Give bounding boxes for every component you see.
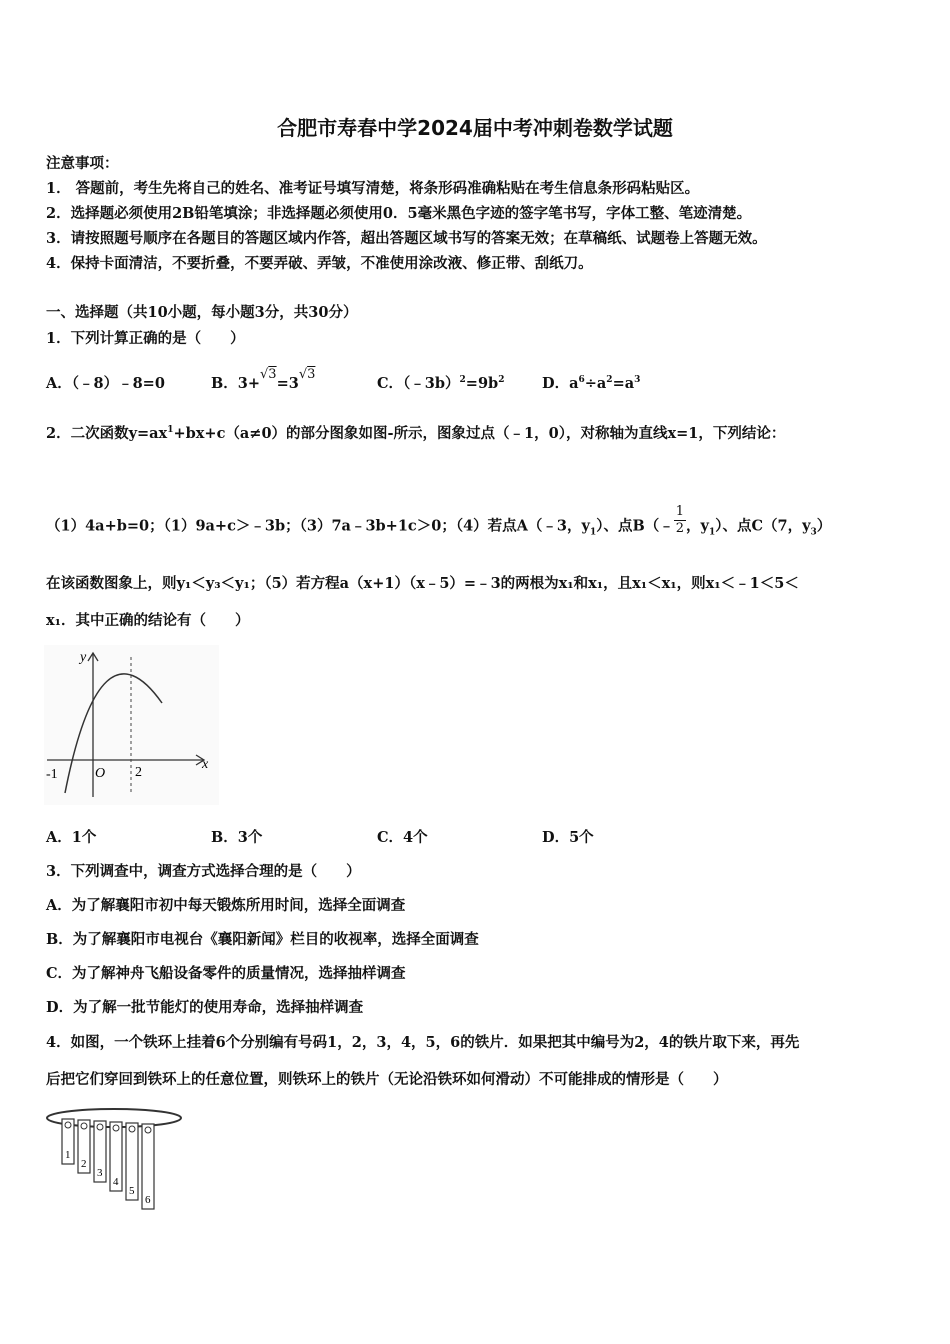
fraction-numerator: 1 [675, 504, 685, 519]
q1-d-exp3: 3 [634, 375, 641, 386]
tick-label-two: 2 [135, 765, 142, 780]
question-4-line2: 后把它们穿回到铁环上的任意位置，则铁环上的铁片（无论沿铁环如何滑动）不可能排成的情形是（ ） [46, 1071, 728, 1088]
q2-line2-e: ） [816, 517, 832, 535]
tag-number: 6 [145, 1194, 151, 1206]
question-3-stem: 3．下列调查中，调查方式选择合理的是（ ） [46, 863, 361, 880]
x-axis-label: x [202, 757, 209, 772]
y-axis-label: y [80, 650, 87, 665]
tag-number: 3 [97, 1167, 103, 1179]
q1-option-a: A．（﹣8）﹣8=0 [46, 375, 165, 392]
q2-line2-a: （1）4a+b=0；（1）9a+c＞﹣3b；（3）7a﹣3b+1c＞0；（4）若点A（﹣3，y [46, 517, 590, 535]
q1-d-exp1: 6 [578, 375, 585, 386]
sqrt3-symbol: √3 [260, 367, 277, 382]
q2-line1-exp: 1 [167, 425, 174, 436]
tag-number: 4 [113, 1176, 119, 1188]
q2-line4: x₁．其中正确的结论有（ ） [46, 612, 250, 629]
q1-b-prefix: B．3+ [211, 375, 260, 392]
q1-option-c [377, 372, 504, 393]
fraction-denominator: 2 [675, 521, 685, 536]
tag-number: 1 [65, 1149, 71, 1161]
tag-number: 2 [81, 1158, 87, 1170]
notice-heading: 注意事项： [46, 155, 119, 172]
q1-option-b [211, 367, 316, 393]
question-2-stem [46, 422, 785, 443]
q1-d-mid: ÷a [584, 375, 607, 392]
notice-item: 4．保持卡面清洁，不要折叠，不要弄破、弄皱，不准使用涂改液、修正带、刮纸刀。 [46, 255, 593, 272]
q1-c-suffix: =9b [465, 375, 499, 392]
notice-item: 2．选择题必须使用2B铅笔填涂；非选择题必须使用0．5毫米黑色字迹的签字笔书写，字体工整、笔迹清楚。 [46, 205, 752, 222]
q2-option-b: B．3个 [211, 829, 263, 846]
q1-c-exp2: 2 [498, 375, 505, 386]
tag-group [62, 1119, 154, 1209]
question-4-line1: 4．如图，一个铁环上挂着6个分别编有号码1，2，3，4，5，6的铁片．如果把其中编号为2，4的铁片取下来，再先 [46, 1034, 800, 1051]
q3-option-b: B．为了解襄阳市电视台《襄阳新闻》栏目的收视率，选择全面调查 [46, 931, 479, 948]
iron-ring-figure [44, 1105, 189, 1215]
q1-d-mid2: =a [612, 375, 635, 392]
q1-b-mid: =3 [276, 375, 299, 392]
q3-option-d: D．为了解一批节能灯的使用寿命，选择抽样调查 [46, 999, 364, 1016]
tick-label-neg-one: -1 [46, 767, 58, 782]
q2-line2-c: ，y [686, 517, 709, 535]
q2-line2-b: ）、点B（﹣ [596, 517, 674, 535]
sqrt3-symbol: √3 [298, 367, 316, 382]
section-heading: 一、选择题（共10小题，每小题3分，共30分） [46, 304, 358, 321]
page-title: 合肥市寿春中学2024届中考冲刺卷数学试题 [277, 116, 673, 140]
fraction-one-half [674, 504, 686, 537]
q2-line1-b: +bx+c（a≠0）的部分图象如图-所示，图象过点（﹣1，0），对称轴为直线x=1，下列结论： [173, 425, 786, 442]
q2-option-a: A．1个 [46, 829, 97, 846]
q2-line1-a: 2．二次函数y=ax [46, 425, 168, 442]
parabola-graph [44, 645, 219, 805]
question-1-stem: 1．下列计算正确的是（ ） [46, 330, 245, 347]
q3-option-c: C．为了解神舟飞船设备零件的质量情况，选择抽样调查 [46, 965, 406, 982]
q1-d-prefix: D．a [542, 375, 579, 392]
q1-c-exp: 2 [459, 375, 466, 386]
q2-option-c: C．4个 [377, 829, 428, 846]
q1-option-d [542, 372, 640, 393]
tag-number: 5 [129, 1185, 135, 1197]
q2-line2-sub1: 1 [589, 527, 597, 538]
q1-c-prefix: C．（﹣3b） [377, 375, 460, 392]
q2-line3: 在该函数图象上，则y₁＜y₃＜y₁；（5）若方程a（x+1）（x﹣5）=﹣3的两根为x₁和x₁，且x₁＜x₁，则x₁＜﹣1＜5＜ [46, 575, 799, 592]
q2-line2-sub2: 1 [708, 527, 716, 538]
q3-option-a: A．为了解襄阳市初中每天锻炼所用时间，选择全面调查 [46, 897, 406, 914]
q2-conditions [46, 504, 832, 543]
q2-option-d: D．5个 [542, 829, 594, 846]
q2-line2-sub3: 3 [810, 527, 817, 538]
notice-item: 3．请按照题号顺序在各题目的答题区域内作答，超出答题区域书写的答案无效；在草稿纸、试题卷上答题无效。 [46, 230, 767, 247]
notice-item: 1． 答题前，考生先将自己的姓名、准考证号填写清楚，将条形码准确粘贴在考生信息条形码粘贴区。 [46, 180, 700, 197]
origin-label: O [95, 766, 106, 781]
q2-line2-d: ）、点C（7，y [715, 517, 811, 535]
q1-d-exp2: 2 [606, 375, 613, 386]
